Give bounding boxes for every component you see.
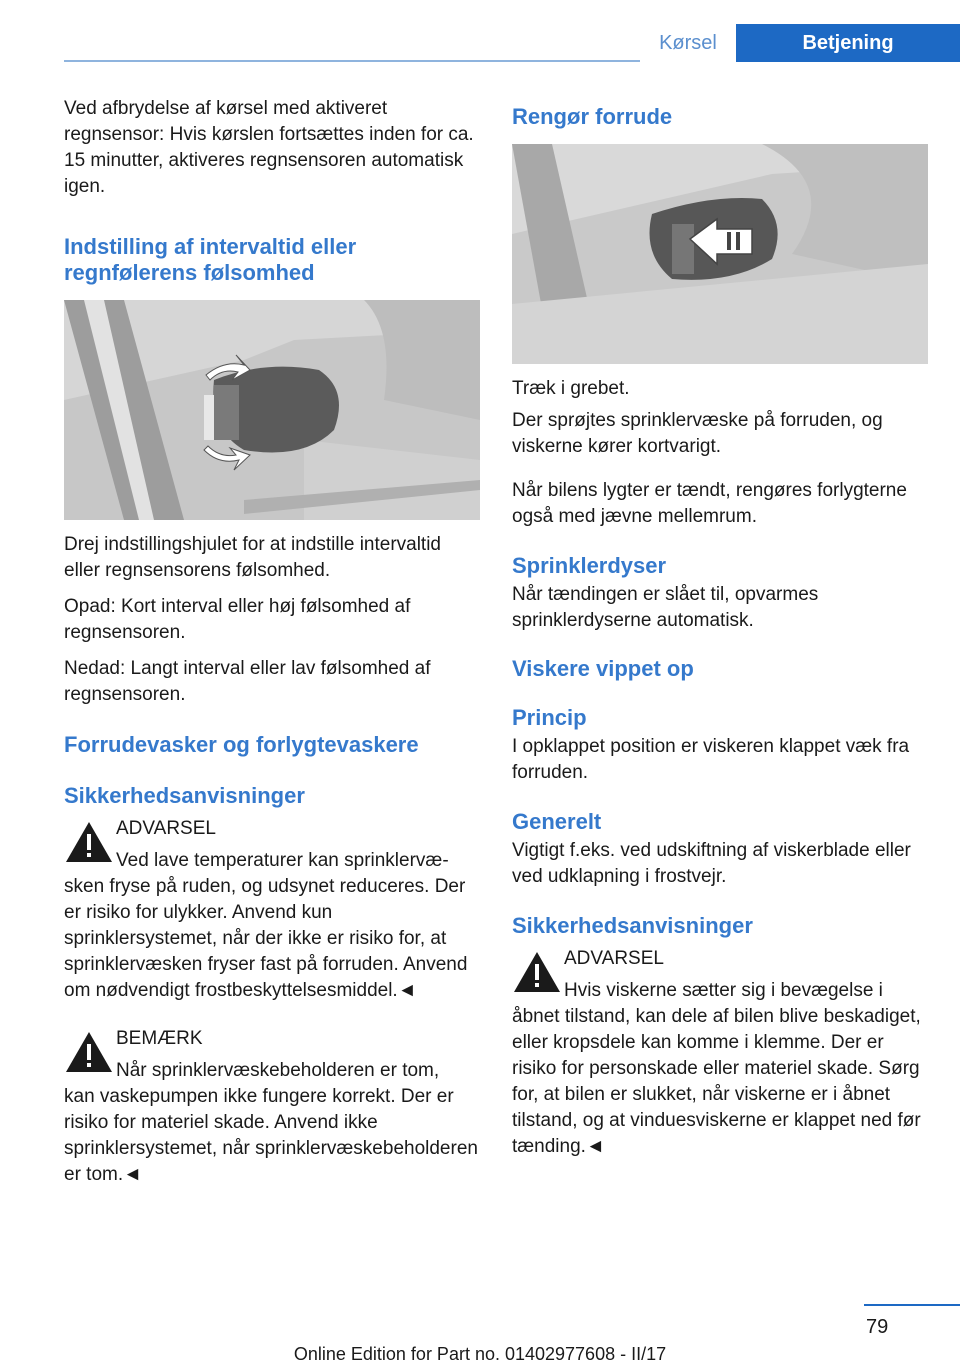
notice-label: BEMÆRK: [116, 1028, 203, 1049]
warning-box-advarsel: [64, 816, 482, 1004]
paragraph-opad: Opad: Kort interval eller høj følsomhed af regnsensoren.: [64, 596, 411, 643]
warning-line: Ved lave temperaturer kan sprinklervæ-: [116, 850, 449, 871]
figure-interval-wheel: [64, 300, 480, 520]
figure-wash-stalk: [512, 144, 928, 364]
heading-generelt: Generelt: [512, 809, 602, 834]
intro-paragraph: Ved afbrydelse af kørsel med aktiveret regnsensor: Hvis kørslen fortsættes inden for ca. 15 minutter, aktiveres regnsensoren automatisk igen.: [64, 98, 474, 197]
paragraph-princip: I opklappet position er viskeren klappet væk fra forruden.: [512, 736, 910, 783]
notice-line: Når sprinklervæskebeholderen er tom,: [116, 1060, 440, 1081]
wash-stalk-illustration: [512, 144, 928, 364]
heading-sikkerhed-right: Sikkerhedsanvisninger: [512, 913, 753, 938]
right-column: [512, 104, 930, 1170]
warning-text: åbnet tilstand, kan dele af bilen blive beskadiget, eller kropsdele kan komme i klemme. Der er risiko for personskade eller materiel skade. Sørg for, at bilen er slukket, når viskerne er i åbnet tilstand, og at vinduesviskerne er klappet ned før tænding.◄: [512, 1006, 921, 1157]
notice-text: kan vaskepumpen ikke fungere korrekt. Der er risiko for materiel skade. Anvend ikke sprinklersystemet, når sprinklervæskebeholderen er tom.◄: [64, 1086, 478, 1185]
warning-line: Hvis viskerne sætter sig i bevægelse i: [564, 980, 883, 1001]
page-number: 79: [866, 1316, 889, 1338]
warning-triangle-icon: [512, 950, 562, 994]
heading-sprinklerdyser: Sprinklerdyser: [512, 553, 667, 578]
warning-label: ADVARSEL: [564, 948, 664, 969]
paragraph-sproejtes: Der sprøjtes sprinklervæske på forruden, og viskerne kører kortvarigt.: [512, 410, 883, 457]
warning-triangle-icon: [64, 820, 114, 864]
paragraph-nedad: Nedad: Langt interval eller lav følsomhed af regnsensoren.: [64, 658, 431, 705]
heading-sikkerhed-left: Sikkerhedsanvisninger: [64, 783, 305, 808]
paragraph-drej: Drej indstillingshjulet for at indstille intervaltid eller regnsensorens følsomhed.: [64, 534, 442, 581]
warning-triangle-icon: [64, 1030, 114, 1074]
paragraph-traek: Træk i grebet.: [512, 378, 630, 399]
tab-active[interactable]: Betjening: [736, 24, 960, 62]
heading-rengoer: Rengør forrude: [512, 104, 673, 129]
heading-princip: Princip: [512, 705, 587, 730]
page-number-rule: [864, 1304, 960, 1306]
tab-section[interactable]: Kørsel: [640, 24, 736, 62]
warning-text: sken fryse på ruden, og udsynet reduceres. Der er risiko for ulykker. Anvend kun sprinklersystemet, når der ikke er risiko for, at sprinklervæsken fryser fast på forruden. Anvend om nødvendigt frostbeskyttelsesmiddel.◄: [64, 876, 468, 1001]
warning-box-bemaerk: [64, 1026, 482, 1188]
warning-box-advarsel-right: [512, 946, 930, 1160]
heading-viskere-vippet: Viskere vippet op: [512, 656, 694, 681]
stalk-wheel-illustration: [64, 300, 480, 520]
paragraph-lygter: Når bilens lygter er tændt, rengøres forlygterne også med jævne mellemrum.: [512, 480, 907, 527]
edition-footer: Online Edition for Part no. 01402977608 - II/17: [293, 1344, 667, 1364]
paragraph-generelt: Vigtigt f.eks. ved udskiftning af viskerblade eller ved udklapning i frostvejr.: [512, 840, 911, 887]
heading-forrudevasker: Forrudevasker og forlygtevaskere: [64, 732, 419, 757]
heading-interval: Indstilling af intervaltid eller regnfølerens følsomhed: [64, 234, 357, 285]
warning-label: ADVARSEL: [116, 818, 216, 839]
left-column: [64, 96, 482, 1198]
paragraph-sprinkler: Når tændingen er slået til, opvarmes sprinklerdyserne automatisk.: [512, 584, 819, 631]
